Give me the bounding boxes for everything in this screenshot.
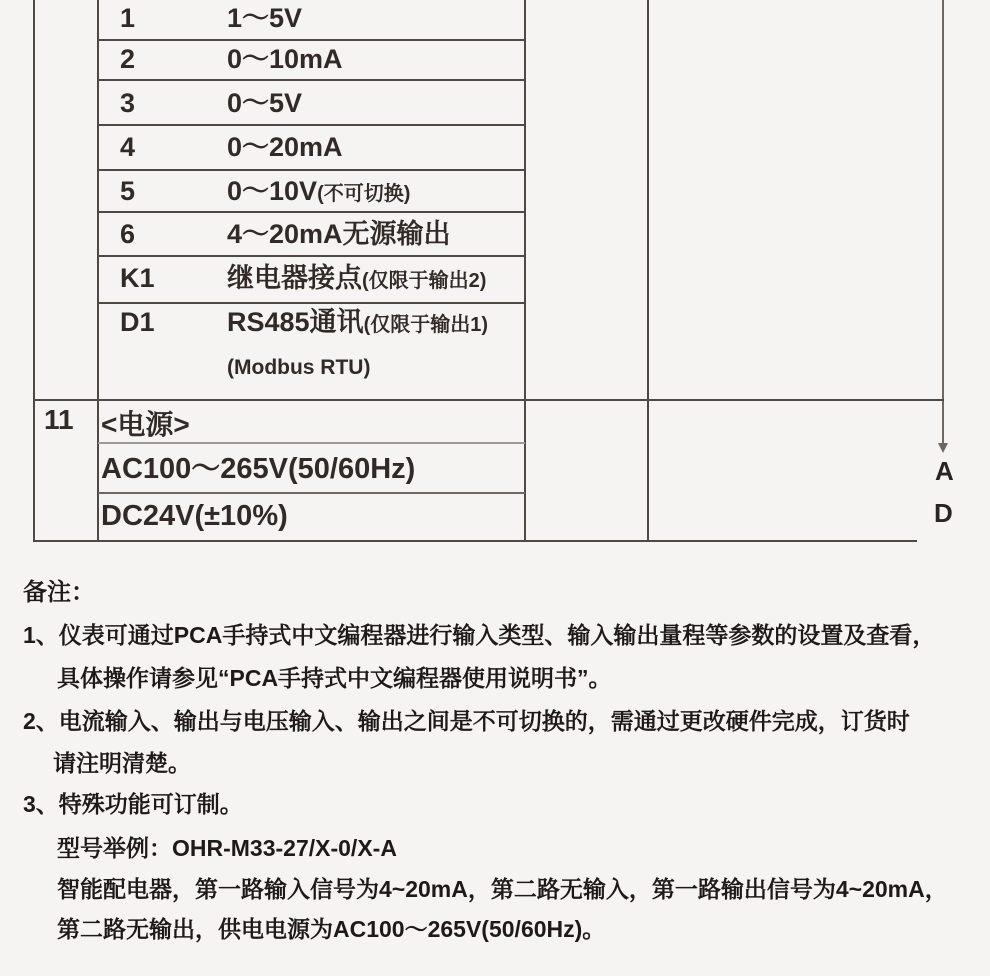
option-desc-note: (不可切换) xyxy=(317,183,411,205)
option-code: 6 xyxy=(120,219,136,249)
option-code: 3 xyxy=(120,88,136,118)
option-code: K1 xyxy=(120,263,155,293)
table-hline-bottom xyxy=(33,540,917,542)
notes-heading: 备注： xyxy=(23,579,95,606)
option-code: 4 xyxy=(120,132,136,162)
option-desc-main: 1～5V xyxy=(227,3,303,33)
option-code: D1 xyxy=(120,307,155,337)
table-hline-r1 xyxy=(98,39,525,41)
arrow-down-icon xyxy=(938,443,948,453)
option-desc-note: (仅限于输出2) xyxy=(362,270,487,292)
option-desc-note: (仅限于输出1) xyxy=(363,314,489,336)
table-hline-r6 xyxy=(98,255,525,257)
power-option-ac: AC100～265V(50/60Hz) xyxy=(101,453,416,485)
note-line: 型号举例：OHR-M33-27/X-0/X-A xyxy=(57,835,397,861)
table-hline-r2 xyxy=(98,79,525,81)
option-desc xyxy=(227,265,486,292)
option-desc-main: RS485通讯 xyxy=(227,307,364,337)
option-desc xyxy=(227,309,488,336)
note-line: 第二路无输出，供电电源为AC100～265V(50/60Hz)。 xyxy=(57,916,606,942)
note-line: 智能配电器，第一路输入信号为4~20mA，第二路无输入，第一路输出信号为4~20mA， xyxy=(57,876,948,902)
option-desc-main: 0～20mA xyxy=(227,132,343,162)
option-desc-main: 0～10V xyxy=(227,176,318,206)
note-line: 具体操作请参见“PCA手持式中文编程器使用说明书”。 xyxy=(57,665,612,691)
table-vline-mid xyxy=(647,0,649,541)
example-letter-a: A xyxy=(935,456,954,486)
table-vline-left xyxy=(33,0,35,541)
option-desc xyxy=(227,221,451,248)
table-vline-desc xyxy=(524,0,526,541)
option-desc xyxy=(227,178,410,205)
option-desc-main: 0～10mA xyxy=(227,44,343,74)
pointer-line xyxy=(942,0,944,444)
note-line: 1、仪表可通过PCA手持式中文编程器进行输入类型、输入输出量程等参数的设置及查看， xyxy=(23,622,936,648)
option-desc xyxy=(227,5,302,32)
option-desc-note-line2: (Modbus RTU) xyxy=(227,356,371,379)
table-hline-r5 xyxy=(98,211,525,213)
option-code: 2 xyxy=(120,44,136,74)
table-hline-power-sub1 xyxy=(98,442,525,444)
option-desc xyxy=(227,46,343,73)
table-hline-power-sub2 xyxy=(98,492,525,494)
note-line: 3、特殊功能可订制。 xyxy=(23,791,243,817)
option-code: 1 xyxy=(120,3,136,33)
option-code: 5 xyxy=(120,176,136,206)
power-option-dc: DC24V(±10%) xyxy=(101,500,288,532)
option-desc-main: 继电器接点 xyxy=(227,263,362,293)
table-hline-r7 xyxy=(98,302,525,304)
option-desc xyxy=(227,90,302,117)
table-hline-r3 xyxy=(98,124,525,126)
table-vline-index xyxy=(97,0,99,541)
option-desc xyxy=(227,134,343,161)
table-hline-r4 xyxy=(98,169,525,171)
table-hline-row11-top xyxy=(33,399,944,401)
row11-index: 11 xyxy=(44,404,74,435)
example-letter-d: D xyxy=(934,498,953,528)
option-desc-main: 0～5V xyxy=(227,88,303,118)
option-desc-main: 4～20mA无源输出 xyxy=(227,219,451,249)
note-line: 2、电流输入、输出与电压输入、输出之间是不可切换的，需通过更改硬件完成，订货时 xyxy=(23,708,910,734)
power-header: <电源> xyxy=(101,409,190,440)
note-line: 请注明清楚。 xyxy=(53,750,191,776)
